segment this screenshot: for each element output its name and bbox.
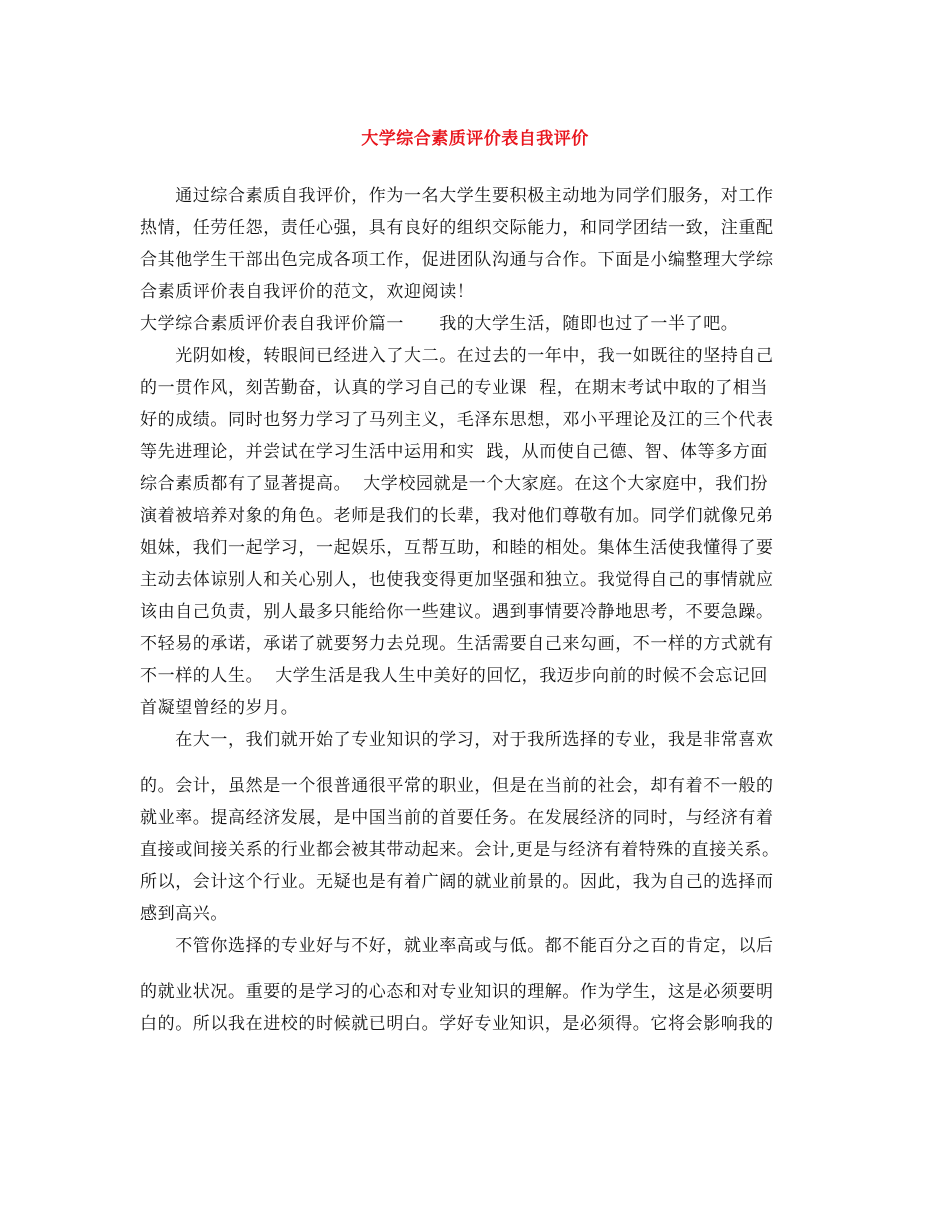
text-line: 的一贯作风，刻苦勤奋，认真的学习自己的专业课 程，在期末考试中取的了相当 (140, 378, 769, 398)
text-line: 演着被培养对象的角色。老师是我们的长辈，我对他们尊敬有加。同学们就像兄弟 (140, 506, 774, 526)
text-line: 所以，会计这个行业。无疑也是有着广阔的就业前景的。因此，我为自己的选择而 (140, 872, 774, 892)
text-line: 合素质评价表自我评价的范文，欢迎阅读！ (140, 282, 475, 302)
text-line: 姐妹，我们一起学习，一起娱乐，互帮互助，和睦的相处。集体生活使我懂得了要 (140, 538, 774, 558)
text-line: 热情，任劳任怨，责任心强，具有良好的组织交际能力，和同学团结一致，注重配 (140, 218, 774, 238)
text-line: 首凝望曾经的岁月。 (140, 698, 299, 718)
text-line: 就业率。提高经济发展，是中国当前的首要任务。在发展经济的同时，与经济有着 (140, 808, 774, 828)
text-line: 等先进理论，并尝试在学习生活中运用和实 践，从而使自己德、智、体等多方面 (140, 442, 769, 462)
text-line: 综合素质都有了显著提高。 大学校园就是一个大家庭。在这个大家庭中，我们扮 (140, 474, 769, 494)
text-line: 不一样的人生。 大学生活是我人生中美好的回忆，我迈步向前的时候不会忘记回 (140, 666, 769, 686)
text-line: 白的。所以我在进校的时候就已明白。学好专业知识，是必须得。它将会影响我的 (140, 1014, 774, 1034)
text-line: 大学综合素质评价表自我评价篇一 我的大学生活，随即也过了一半了吧。 (140, 314, 739, 334)
text-line: 的就业状况。重要的是学习的心态和对专业知识的理解。作为学生，这是必须要明 (140, 982, 774, 1002)
text-line: 直接或间接关系的行业都会被其带动起来。会计,更是与经济有着特殊的直接关系。 (140, 840, 780, 860)
text-line: 通过综合素质自我评价，作为一名大学生要积极主动地为同学们服务，对工作 (140, 186, 774, 206)
text-line: 光阴如梭，转眼间已经进入了大二。在过去的一年中，我一如既往的坚持自己 (140, 346, 774, 366)
text-line: 好的成绩。同时也努力学习了马列主义，毛泽东思想，邓小平理论及江的三个代表 (140, 410, 774, 430)
text-line: 不轻易的承诺，承诺了就要努力去兑现。生活需要自己来勾画，不一样的方式就有 (140, 634, 774, 654)
text-line: 不管你选择的专业好与不好，就业率高或与低。都不能百分之百的肯定，以后 (140, 936, 774, 956)
text-line: 该由自己负责，别人最多只能给你一些建议。遇到事情要冷静地思考，不要急躁。 (140, 602, 774, 622)
text-line: 的。会计，虽然是一个很普通很平常的职业，但是在当前的社会，却有着不一般的 (140, 776, 774, 796)
text-line: 感到高兴。 (140, 904, 228, 924)
page-title: 大学综合素质评价表自我评价 (361, 129, 589, 149)
text-line: 在大一，我们就开始了专业知识的学习，对于我所选择的专业，我是非常喜欢 (140, 730, 774, 750)
text-line: 主动去体谅别人和关心别人，也使我变得更加坚强和独立。我觉得自己的事情就应 (140, 570, 774, 590)
text-line: 合其他学生干部出色完成各项工作，促进团队沟通与合作。下面是小编整理大学综 (140, 250, 774, 270)
